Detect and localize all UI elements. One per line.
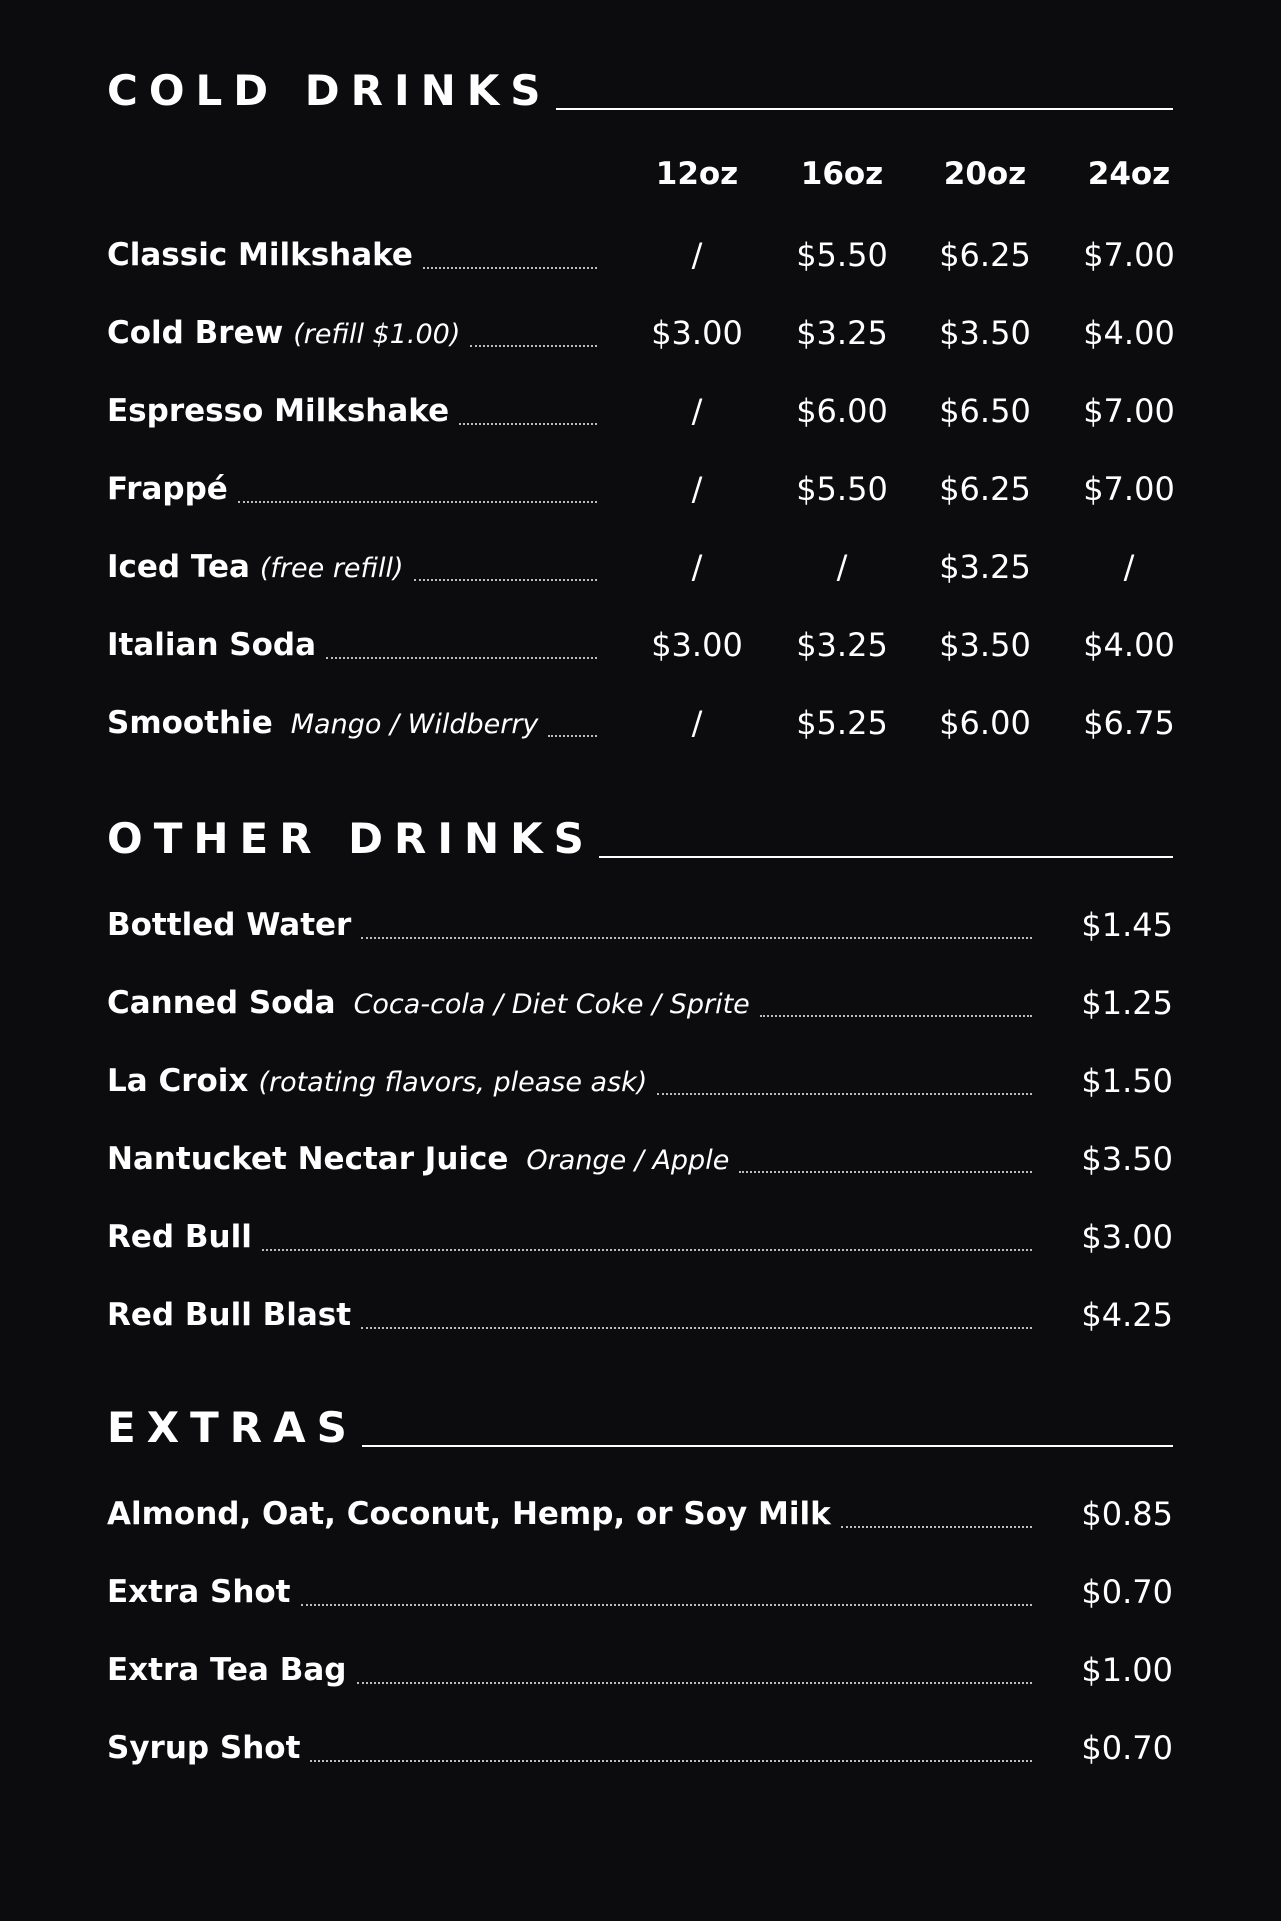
item-note: (rotating flavors, please ask) bbox=[258, 1067, 648, 1098]
item-name: Classic Milkshake bbox=[107, 237, 413, 273]
item-name: Almond, Oat, Coconut, Hemp, or Soy Milk bbox=[107, 1496, 831, 1532]
price-20oz: $6.50 bbox=[939, 392, 1031, 430]
dot-leader bbox=[361, 937, 1032, 939]
dot-leader bbox=[310, 1760, 1032, 1762]
dot-leader bbox=[238, 501, 597, 503]
dot-leader bbox=[301, 1604, 1032, 1606]
price-16oz: $5.50 bbox=[796, 470, 888, 508]
item-price: $1.50 bbox=[1081, 1062, 1173, 1100]
menu-item-iced-tea bbox=[107, 545, 1173, 589]
price-24oz: $7.00 bbox=[1083, 392, 1175, 430]
price-20oz: $6.25 bbox=[939, 236, 1031, 274]
dot-leader bbox=[459, 423, 597, 425]
menu-item-bottled-water bbox=[107, 903, 1173, 947]
item-price: $3.00 bbox=[1081, 1218, 1173, 1256]
price-16oz: $5.50 bbox=[796, 236, 888, 274]
item-note: Mango / Wildberry bbox=[290, 709, 539, 740]
item-price: $3.50 bbox=[1081, 1140, 1173, 1178]
item-note: Coca-cola / Diet Coke / Sprite bbox=[353, 989, 750, 1020]
price-20oz: $3.25 bbox=[939, 548, 1031, 586]
item-name: Italian Soda bbox=[107, 627, 317, 663]
price-24oz: $7.00 bbox=[1083, 470, 1175, 508]
item-name: Extra Tea Bag bbox=[107, 1652, 347, 1688]
price-16oz: / bbox=[836, 548, 848, 586]
menu-item-classic-milkshake bbox=[107, 233, 1173, 277]
item-note: (refill $1.00) bbox=[293, 319, 461, 350]
price-20oz: $3.50 bbox=[939, 626, 1031, 664]
dot-leader bbox=[326, 657, 597, 659]
item-name: Bottled Water bbox=[107, 907, 352, 943]
price-12oz: / bbox=[691, 392, 703, 430]
item-name: Smoothie bbox=[107, 705, 273, 741]
other-drinks-rule bbox=[599, 856, 1173, 858]
item-name: Syrup Shot bbox=[107, 1730, 301, 1766]
cold-drinks-header bbox=[107, 66, 1173, 115]
item-note: Orange / Apple bbox=[526, 1145, 730, 1176]
item-price: $1.45 bbox=[1081, 906, 1173, 944]
price-12oz: $3.00 bbox=[651, 314, 743, 352]
item-price: $1.00 bbox=[1081, 1651, 1173, 1689]
size-12oz-header: 12oz bbox=[655, 156, 739, 192]
item-name: Nantucket Nectar Juice bbox=[107, 1141, 509, 1177]
item-name: Cold Brew bbox=[107, 315, 284, 351]
dot-leader bbox=[262, 1249, 1032, 1251]
item-name: La Croix bbox=[107, 1063, 249, 1099]
dot-leader bbox=[414, 579, 597, 581]
menu-item-cold-brew bbox=[107, 311, 1173, 355]
item-name: Red Bull bbox=[107, 1219, 252, 1255]
menu-item-extra-tea-bag bbox=[107, 1648, 1173, 1692]
price-12oz: / bbox=[691, 470, 703, 508]
price-12oz: $3.00 bbox=[651, 626, 743, 664]
item-name: Iced Tea bbox=[107, 549, 250, 585]
menu-item-frappe bbox=[107, 467, 1173, 511]
item-name: Red Bull Blast bbox=[107, 1297, 352, 1333]
dot-leader bbox=[841, 1526, 1032, 1528]
size-column-headers bbox=[107, 154, 1173, 194]
dot-leader bbox=[760, 1015, 1032, 1017]
price-24oz: $6.75 bbox=[1083, 704, 1175, 742]
menu-item-la-croix bbox=[107, 1059, 1173, 1103]
item-price: $0.85 bbox=[1081, 1495, 1173, 1533]
cold-drinks-rule bbox=[556, 108, 1173, 110]
menu-item-italian-soda bbox=[107, 623, 1173, 667]
item-price: $0.70 bbox=[1081, 1573, 1173, 1611]
item-price: $1.25 bbox=[1081, 984, 1173, 1022]
menu-item-extra-shot bbox=[107, 1570, 1173, 1614]
price-20oz: $6.00 bbox=[939, 704, 1031, 742]
item-note: (free refill) bbox=[259, 553, 404, 584]
extras-header bbox=[107, 1403, 1173, 1452]
price-16oz: $5.25 bbox=[796, 704, 888, 742]
item-name: Extra Shot bbox=[107, 1574, 291, 1610]
price-24oz: $7.00 bbox=[1083, 236, 1175, 274]
cold-drinks-title: COLD DRINKS bbox=[107, 66, 552, 115]
menu-item-alt-milk bbox=[107, 1492, 1173, 1536]
price-12oz: / bbox=[691, 548, 703, 586]
size-24oz-header: 24oz bbox=[1087, 156, 1171, 192]
dot-leader bbox=[470, 345, 597, 347]
item-price: $4.25 bbox=[1081, 1296, 1173, 1334]
price-20oz: $6.25 bbox=[939, 470, 1031, 508]
price-16oz: $6.00 bbox=[796, 392, 888, 430]
price-24oz: $4.00 bbox=[1083, 626, 1175, 664]
extras-rule bbox=[362, 1445, 1173, 1447]
item-price: $0.70 bbox=[1081, 1729, 1173, 1767]
menu-item-red-bull-blast bbox=[107, 1293, 1173, 1337]
dot-leader bbox=[423, 267, 597, 269]
menu-item-canned-soda bbox=[107, 981, 1173, 1025]
price-12oz: / bbox=[691, 236, 703, 274]
menu-item-espresso-milkshake bbox=[107, 389, 1173, 433]
dot-leader bbox=[357, 1682, 1033, 1684]
price-20oz: $3.50 bbox=[939, 314, 1031, 352]
dot-leader bbox=[548, 735, 597, 737]
other-drinks-header bbox=[107, 814, 1173, 863]
dot-leader bbox=[657, 1093, 1032, 1095]
price-24oz: / bbox=[1123, 548, 1135, 586]
extras-title: EXTRAS bbox=[107, 1403, 358, 1452]
menu-item-smoothie bbox=[107, 701, 1173, 745]
item-name: Canned Soda bbox=[107, 985, 336, 1021]
dot-leader bbox=[361, 1327, 1032, 1329]
price-24oz: $4.00 bbox=[1083, 314, 1175, 352]
other-drinks-title: OTHER DRINKS bbox=[107, 814, 595, 863]
menu-item-red-bull bbox=[107, 1215, 1173, 1259]
size-20oz-header: 20oz bbox=[943, 156, 1027, 192]
menu-item-syrup-shot bbox=[107, 1726, 1173, 1770]
price-12oz: / bbox=[691, 704, 703, 742]
price-16oz: $3.25 bbox=[796, 626, 888, 664]
dot-leader bbox=[739, 1171, 1032, 1173]
size-16oz-header: 16oz bbox=[800, 156, 884, 192]
price-16oz: $3.25 bbox=[796, 314, 888, 352]
menu-item-nantucket-nectar-juice bbox=[107, 1137, 1173, 1181]
item-name: Espresso Milkshake bbox=[107, 393, 450, 429]
item-name: Frappé bbox=[107, 471, 228, 507]
